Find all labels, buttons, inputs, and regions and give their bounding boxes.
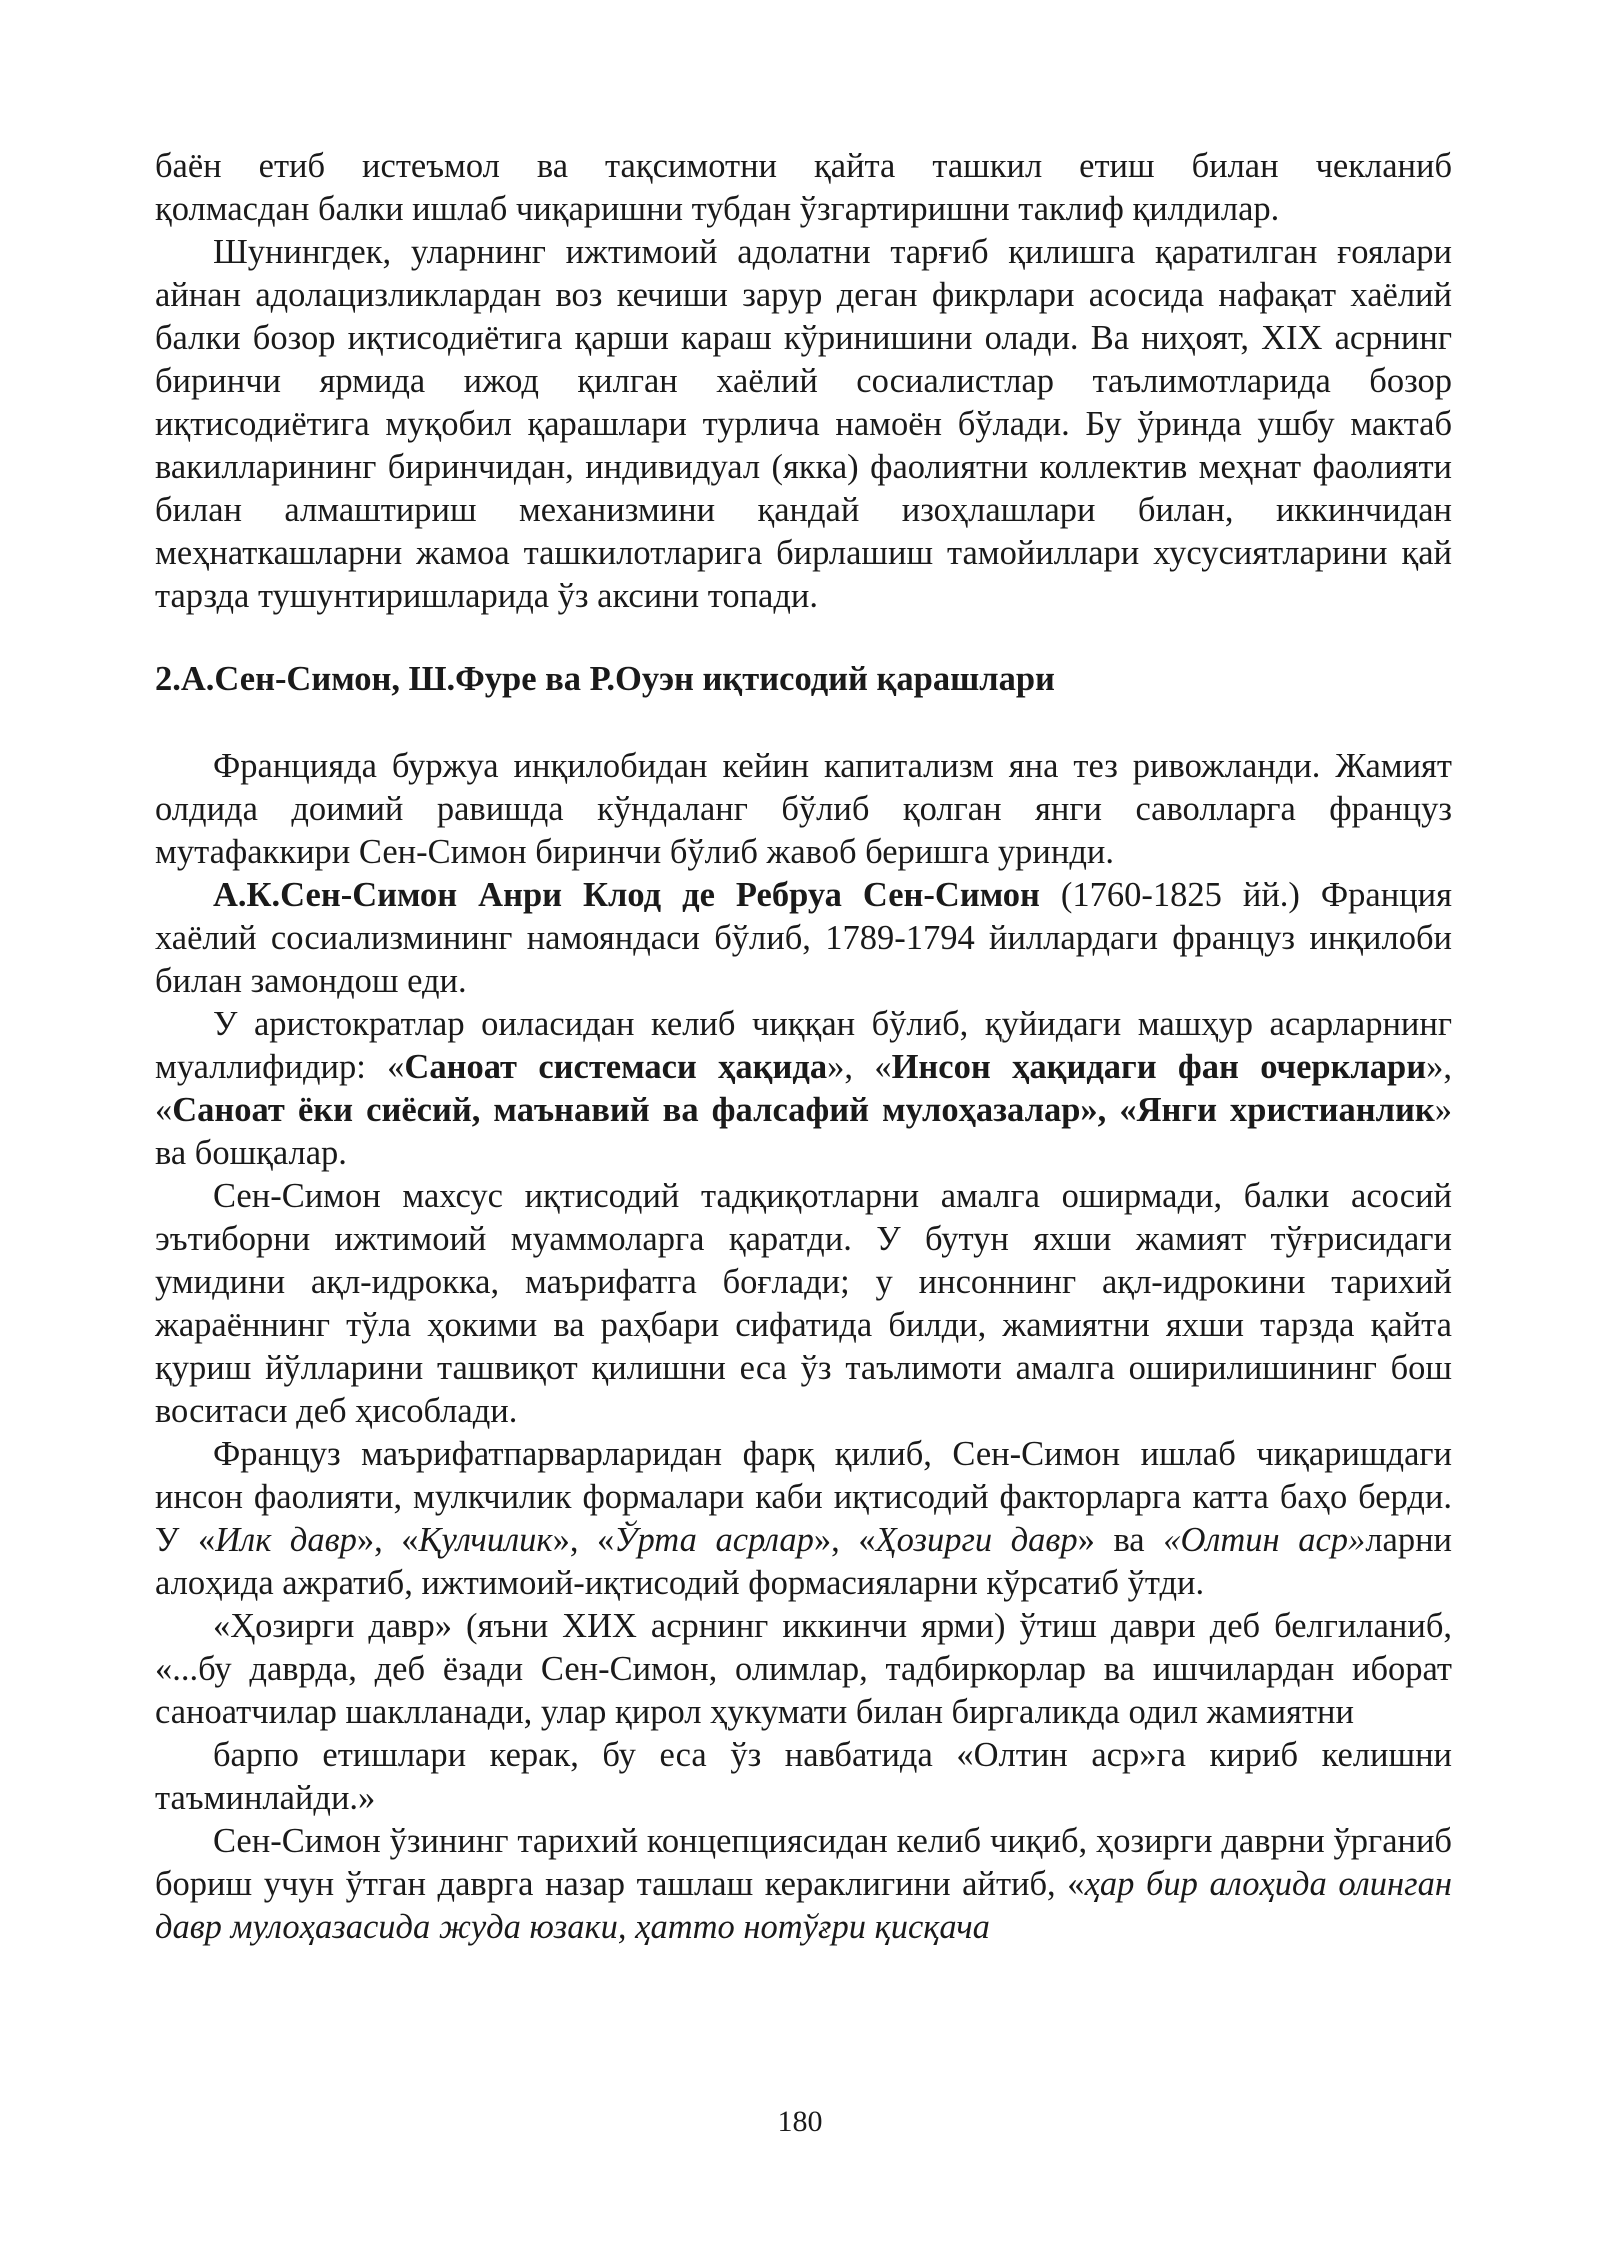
era-name: Илк давр (215, 1521, 357, 1559)
paragraph: Францияда буржуа инқилобидан кейин капитализм яна тез ривожланди. Жамият олдида доимий равишда кўндаланг бўлиб қолган янги саволларга француз мутафаккири Сен-Симон биринчи бўлиб жавоб беришга уринди. (155, 747, 1452, 871)
paragraph-text: Француз маърифатпарварларидан фарқ қилиб, Сен-Симон ишлаб чиқаришдаги инсон фаолияти, мулкчилик формалари каби иқтисодий факторларга катта баҳо берди. У « (155, 1435, 1452, 1559)
paragraph-text: (1760-1825 йй.) Франция хаёлий сосиализмининг намояндаси бўлиб, 1789-1794 йиллардаги француз инқилоби билан замондош еди. (155, 876, 1453, 1000)
paragraph-text: » ва (1077, 1521, 1164, 1559)
paragraph (155, 1433, 1452, 1605)
paragraph: барпо етишлари керак, бу еса ўз навбатида «Олтин аср»га кириб келишни таъминлайди.» (155, 1736, 1452, 1817)
paragraph: Шунингдек, уларнинг ижтимоий адолатни тарғиб қилишга қаратилган ғоялари айнан адолацизликлардан воз кечиши зарур деган фикрлари асосида нафақат хаёлий балки бозор иқтисодиётига қарши караш кўринишини олади. Ва ниҳоят, XIX асрнинг биринчи ярмида ижод қилган хаёлий сосиалистлар таълимотларида бозор иқтисодиётига муқобил қарашлари турлича намоён бўлади. Бу ўринда ушбу мактаб вакилларининг биринчидан, индивидуал (якка) фаолиятни коллектив меҳнат фаолияти билан алмаштириш механизмини қандай изоҳлашлари билан, иккинчидан меҳнаткашларни жамоа ташкилотларига бирлашиш тамойиллари хусусиятларини қай тарзда тушунтиришларида ўз аксини топади. (155, 233, 1452, 615)
paragraph (155, 1820, 1452, 1949)
paragraph-line: қолмасдан балки ишлаб чиқаришни тубдан ўзгартиришни таклиф қилдилар. (155, 190, 1280, 228)
paragraph-text: Сен-Симон ўзининг тарихий концепциясидан келиб чиқиб, ҳозирги даврни ўрганиб бориш учун ўтган даврга назар ташлаш кераклигини айтиб, « (155, 1822, 1452, 1903)
era-name: «Олтин аср» (1163, 1521, 1366, 1559)
era-name: Ўрта асрлар (614, 1521, 814, 1559)
work-title: Саноат ёки сиёсий, маънавий ва фалсафий мулоҳазалар», «Янги христианлик (172, 1091, 1435, 1129)
paragraph-text: », « (155, 1048, 1452, 1129)
italic-quote: ҳар бир алоҳида олинган давр мулоҳазасида жуда юзаки, ҳатто нотўғри қисқача (155, 1865, 1452, 1946)
paragraph (155, 1003, 1452, 1175)
paragraph-text: ларни алоҳида ажратиб, ижтимоий-иқтисодий формасияларни кўрсатиб ўтди. (155, 1521, 1453, 1602)
page-number: 180 (777, 2105, 823, 2138)
paragraph-text: У аристократлар оиласидан келиб чиққан бўлиб, қуйидаги машҳур асарларнинг муаллифидир: « (155, 1005, 1452, 1086)
paragraph-text: », « (827, 1048, 892, 1086)
paragraph: «Ҳозирги давр» (яъни ХИХ асрнинг иккинчи ярми) ўтиш даври деб белгиланиб, «...бу даврда, деб ёзади Сен-Симон, олимлар, тадбиркорлар ва ишчилардан иборат саноатчилар шаклланади, улар қирол ҳукумати билан биргаликда одил жамиятни (155, 1607, 1452, 1731)
era-name: Ҳозирги давр (875, 1521, 1078, 1559)
paragraph-text: » ва бошқалар. (155, 1091, 1452, 1172)
paragraph-text: », « (813, 1521, 876, 1559)
bold-name: А.К.Сен-Симон Анри Клод де Ребруа Сен-Симон (213, 876, 1040, 914)
paragraph: Сен-Симон махсус иқтисодий тадқиқотларни амалга оширмади, балки асосий эътиборни ижтимоий муаммоларга қаратди. У бутун яхши жамият тўғрисидаги умидини ақл-идрокка, маърифатга боғлади; у инсоннинг ақл-идрокини тарихий жараённинг тўла ҳокими ва раҳбари сифатида билди, жамиятни яхши тарзда қайта қуриш йўлларини ташвиқот қилишни еса ўз таълимоти амалга оширилишининг бош воситаси деб ҳисоблади. (155, 1177, 1452, 1430)
paragraph (155, 874, 1452, 1003)
work-title: Саноат системаси ҳақида (404, 1048, 828, 1086)
paragraph-text: », « (356, 1521, 419, 1559)
paragraph-text: », « (552, 1521, 615, 1559)
section-heading: 2.А.Сен-Симон, Ш.Фуре ва Р.Оуэн иқтисодий қарашлари (155, 660, 1055, 698)
era-name: Қулчилик (418, 1521, 553, 1559)
work-title: Инсон ҳақидаги фан очерклари (891, 1048, 1427, 1086)
document-page (155, 145, 1452, 1949)
paragraph-line: баён етиб истеъмол ва тақсимотни қайта ташкил етиш билан чекланиб (155, 147, 1452, 185)
